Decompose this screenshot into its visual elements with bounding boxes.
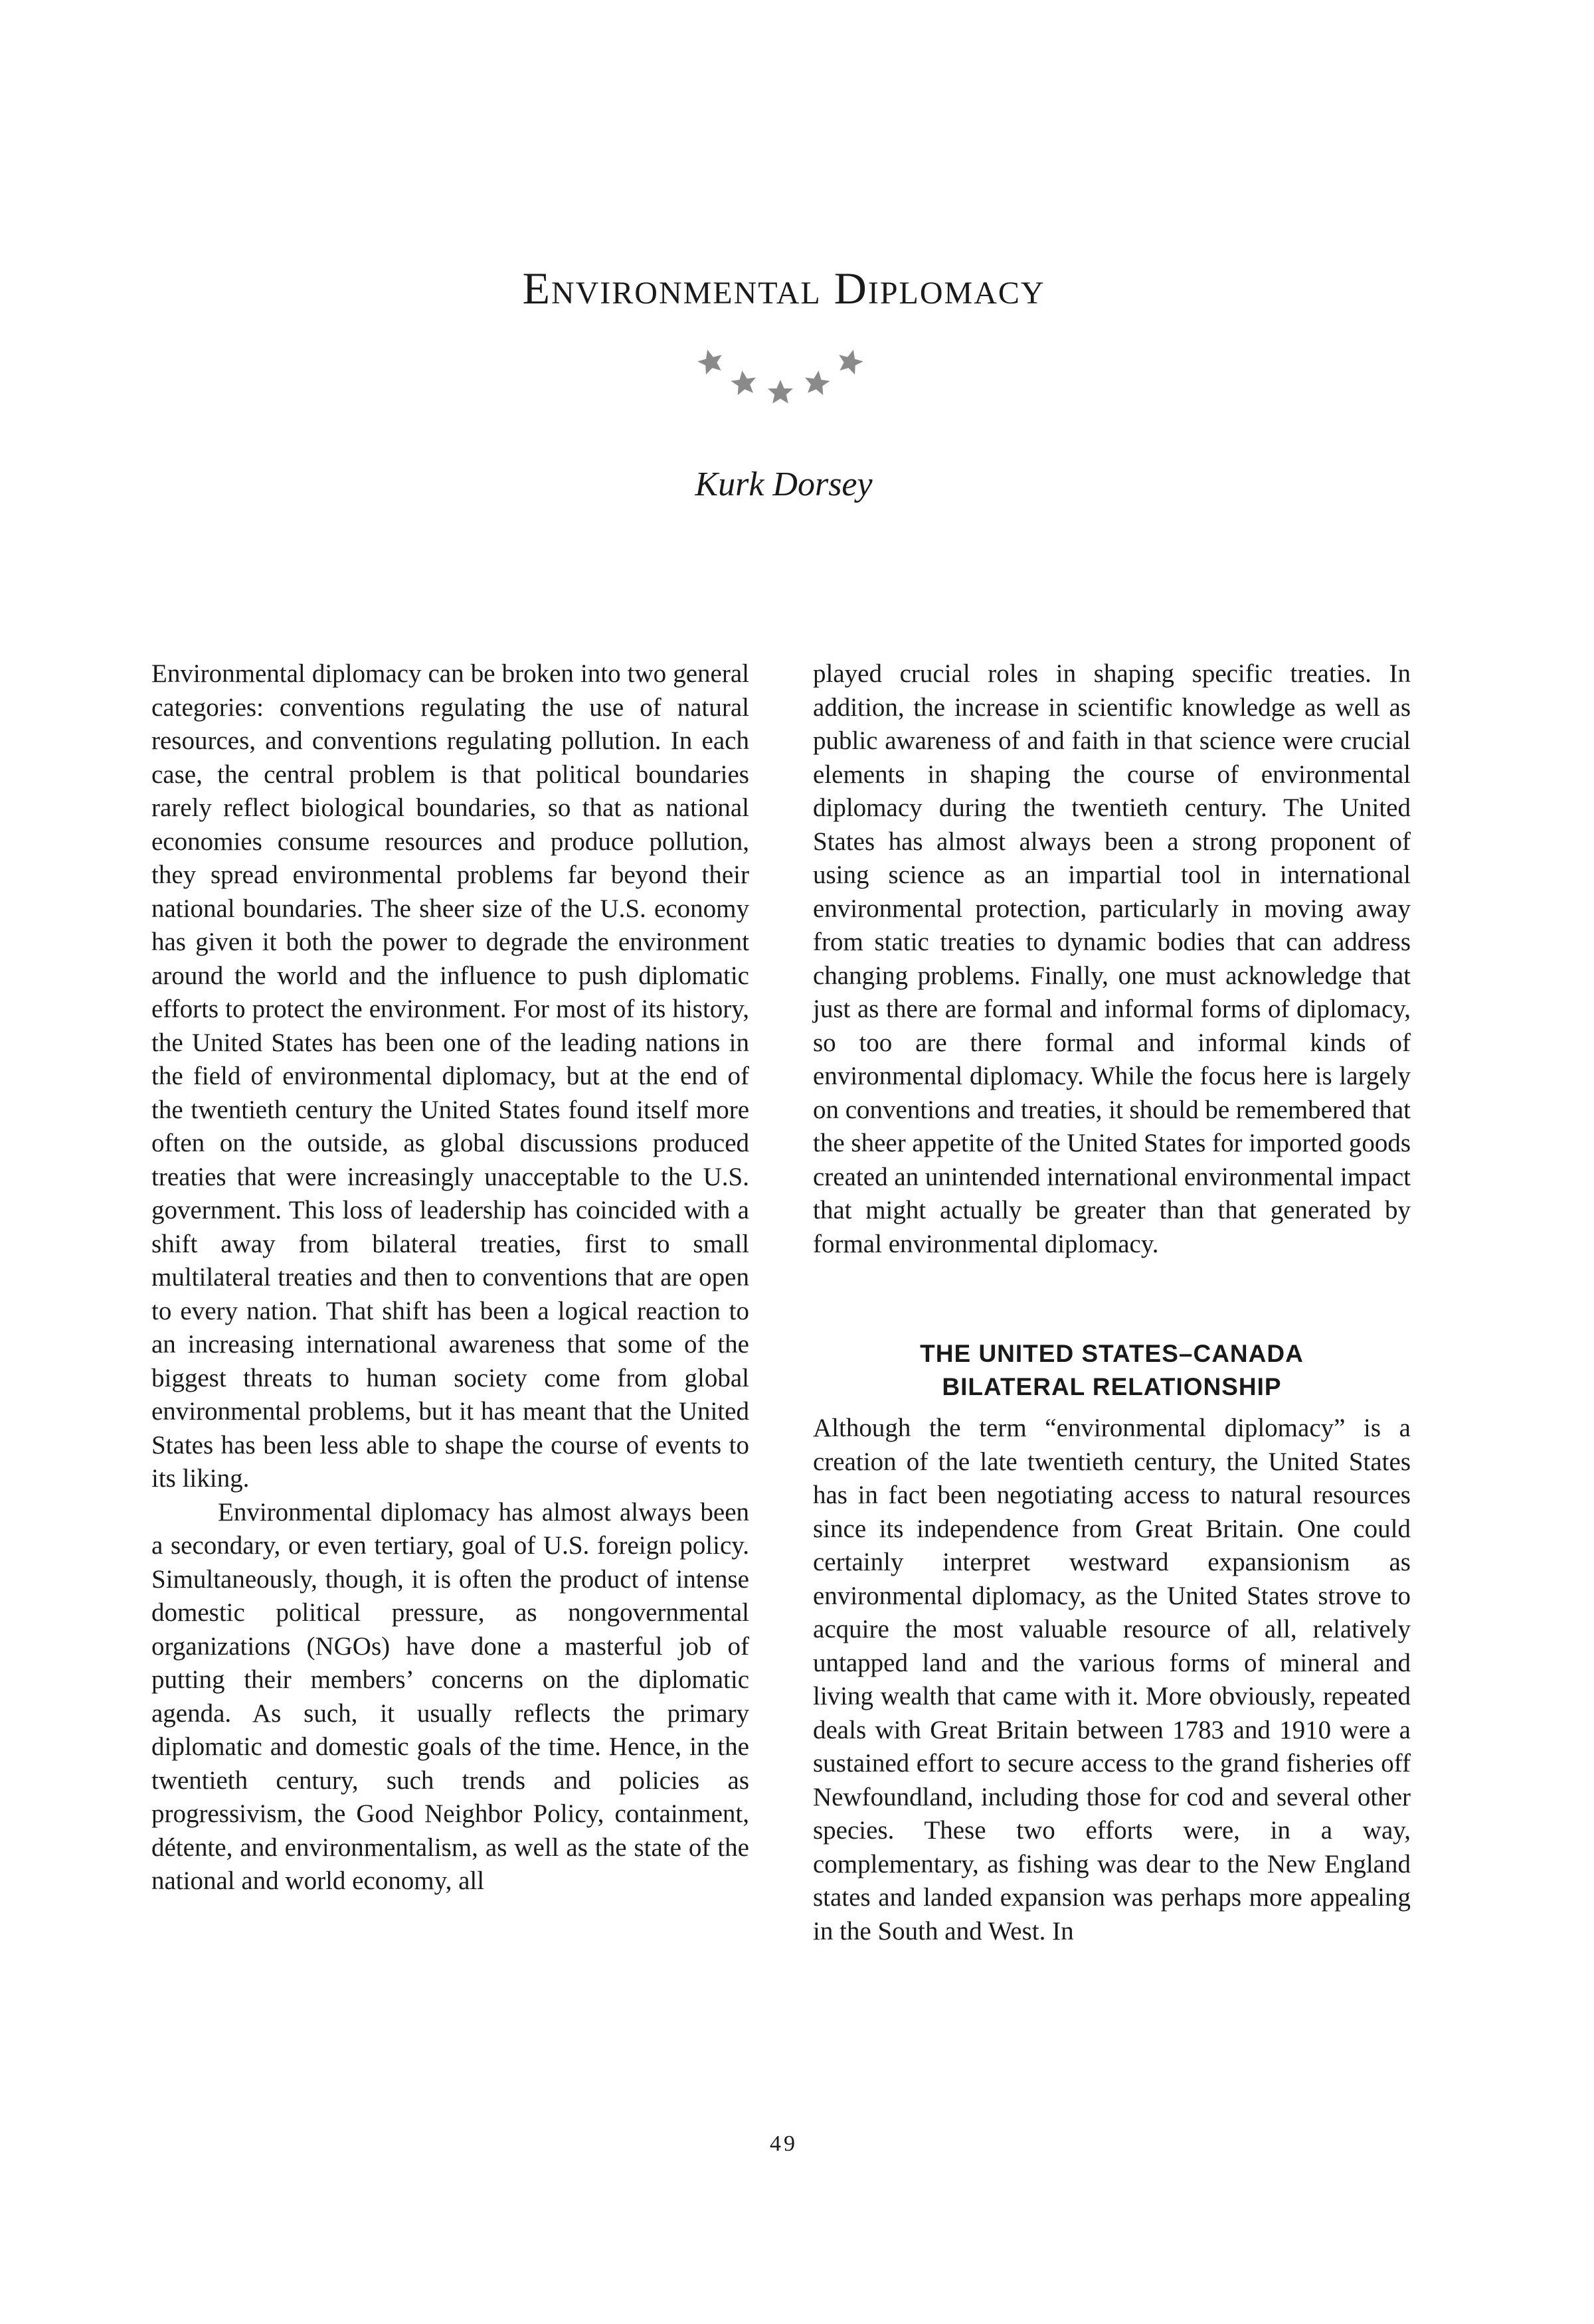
section-heading — [813, 1337, 1411, 1404]
star-icon — [803, 369, 832, 396]
star-icon — [768, 380, 793, 404]
right-column — [813, 657, 1411, 1948]
page-number: 49 — [770, 2131, 798, 2156]
body-paragraph: Although the term “environmental diplomacy” is a creation of the late twentieth century, the United States has in fact been negotiating access to natural resources since its independence from Great Britain. One could certainly interpret westward expansionism as environmental diplomacy, as the United States strove to acquire the most valuable resource of all, relatively untapped land and the various forms of mineral and living wealth that came with it. More obviously, repeated deals with Great Britain between 1783 and 1910 were a sustained effort to secure access to the grand fisheries off Newfoundland, including those for cod and several other species. These two efforts were, in a way, complementary, as fishing was dear to the New England states and landed expansion was perhaps more appealing in the South and West. In — [813, 1414, 1411, 1946]
left-column — [151, 657, 749, 1898]
body-paragraph: Environmental diplomacy can be broken into two general categories: conventions regulating the use of natural resources, and conventions regulating pollution. In each case, the central problem is that political boundaries rarely reflect biological boundaries, so that as national economies consume resources and produce pollution, they spread environmental problems far beyond their national boundaries. The sheer size of the U.S. economy has given it both the power to degrade the environment around the world and the influence to push diplomatic efforts to protect the environment. For most of its history, the United States has been one of the leading nations in the field of environmental diplomacy, but at the end of the twentieth century the United States found itself more often on the outside, as global discussions produced treaties that were increasingly unacceptable to the U.S. government. This loss of leadership has coincided with a shift away from bilateral treaties, first to small multilateral treaties and then to conventions that are open to every nation. That shift has been a logical reaction to an increasing international awareness that some of the biggest threats to human society come from global environmental problems, but it has meant that the United States has been less able to shape the course of events to its liking. — [151, 659, 749, 1493]
star-icon — [695, 347, 726, 376]
star-icon — [730, 369, 758, 396]
body-paragraph: played crucial roles in shaping specific treaties. In addition, the increase in scientific knowledge as well as public awareness of and faith in that science were crucial elements in shaping the course of environmental diplomacy during the twentieth century. The United States has almost always been a strong proponent of using science as an impartial tool in international environmental protection, particularly in moving away from static treaties to dynamic bodies that can address changing problems. Finally, one must acknowledge that just as there are formal and informal forms of diplomacy, so too are there formal and informal kinds of environmental diplomacy. While the focus here is largely on conventions and treaties, it should be remembered that the sheer appetite of the United States for imported goods created an unintended international environmental impact that might actually be greater than that generated by formal environmental diplomacy. — [813, 659, 1411, 1258]
section-heading-line: BILATERAL RELATIONSHIP — [942, 1373, 1282, 1400]
five-stars-ornament-icon — [691, 335, 877, 408]
page-title: Environmental Diplomacy — [522, 263, 1045, 313]
author-name: Kurk Dorsey — [695, 465, 873, 503]
section-heading-line: THE UNITED STATES–CANADA — [920, 1340, 1304, 1367]
star-icon — [835, 347, 865, 376]
body-paragraph: Environmental diplomacy has almost always been a secondary, or even tertiary, goal of U.S. foreign policy. Simultaneously, though, it is often the product of intense domestic political pressure, as nongovernmental organizations (NGOs) have done a masterful job of putting their members’ concerns on the diplomatic agenda. As such, it usually reflects the primary diplomatic and domestic goals of the time. Hence, in the twentieth century, such trends and policies as progressivism, the Good Neighbor Policy, containment, détente, and environmentalism, as well as the state of the national and world economy, all — [151, 1497, 749, 1895]
